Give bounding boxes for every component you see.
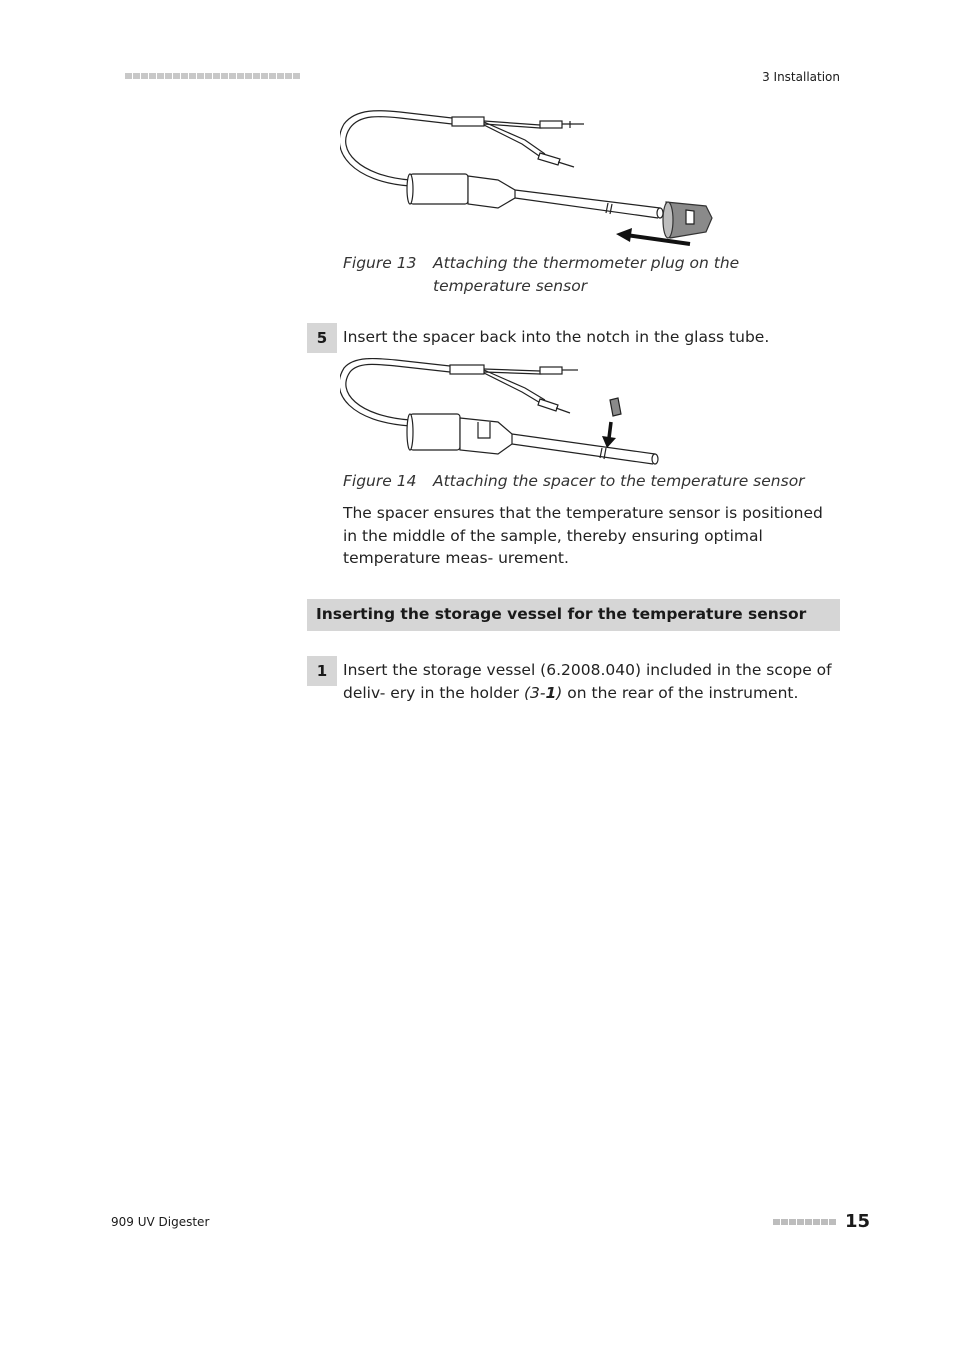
body-paragraph: The spacer ensures that the temperature sensor is positioned in the middle of the sample, thereby ensuring optimal temperature meas- urement. xyxy=(343,504,823,567)
figure-13-number: Figure 13 xyxy=(343,254,417,272)
section-heading xyxy=(307,599,840,631)
figure-13-caption xyxy=(343,252,838,302)
step-number: 5 xyxy=(307,323,337,353)
step-text: Insert the spacer back into the notch in the glass tube. xyxy=(343,328,770,346)
page-number: 15 xyxy=(845,1211,871,1232)
reference-close: ) xyxy=(556,683,563,702)
header-decoration xyxy=(125,73,300,79)
chapter-title: 3 Installation xyxy=(762,70,840,84)
figure-14-illustration xyxy=(340,358,670,470)
figure-13-text: Attaching the thermometer plug on the temperature sensor xyxy=(433,254,740,295)
step-text-main: Insert the storage vessel (6.2008.040) included in the scope of deliv- ery in the holder xyxy=(343,661,832,702)
reference-open: (3- xyxy=(523,683,546,702)
figure-14-caption xyxy=(343,470,838,495)
step-text-tail: on the rear of the instrument. xyxy=(562,683,799,702)
step-text xyxy=(343,659,838,704)
product-name: 909 UV Digester xyxy=(111,1215,210,1229)
figure-14-text: Attaching the spacer to the temperature sensor xyxy=(433,472,805,490)
figure-14-number: Figure 14 xyxy=(343,472,417,490)
figure-reference[interactable] xyxy=(524,684,562,702)
footer-decoration xyxy=(773,1219,836,1225)
figure-13-illustration xyxy=(340,110,720,252)
section-title: Inserting the storage vessel for the temperature sensor xyxy=(316,605,807,623)
step-number: 1 xyxy=(307,656,337,686)
reference-item: 1 xyxy=(545,683,557,702)
